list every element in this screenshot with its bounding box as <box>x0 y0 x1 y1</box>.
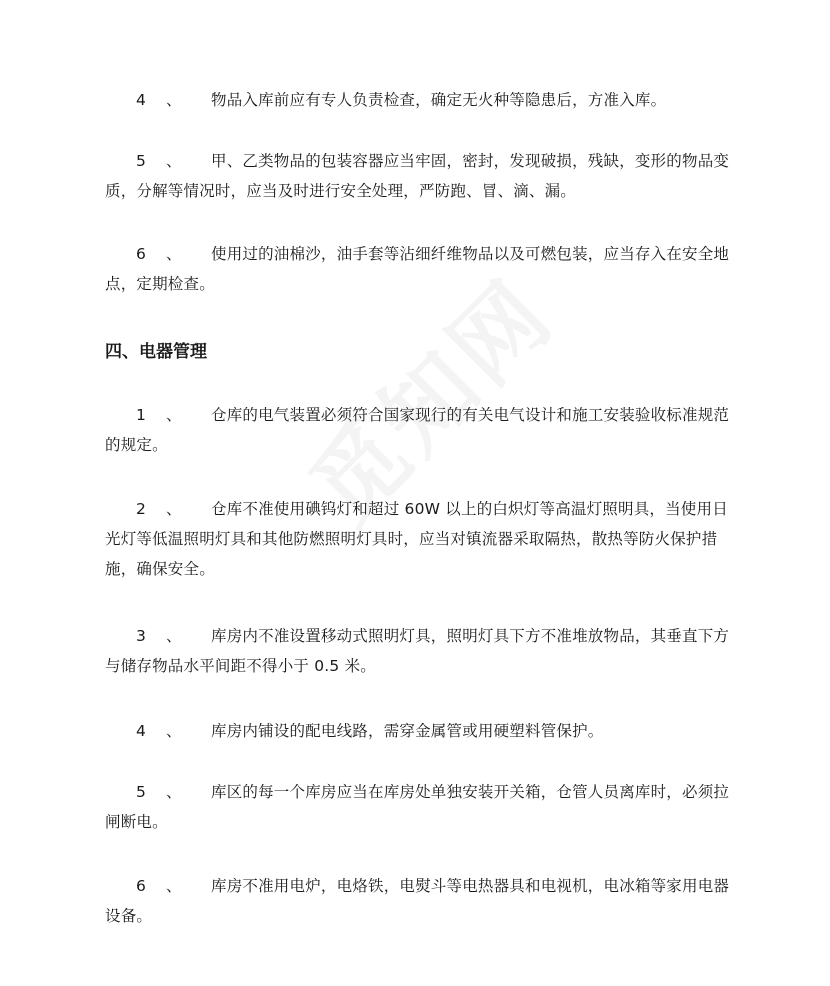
list-item-5: 5 、 甲、乙类物品的包装容器应当牢固，密封，发现破损，残缺，变形的物品变质，分解等情况时，应当及时进行安全处理，严防跑、冒、滴、漏。 <box>105 152 730 200</box>
electrical-item-3: 3 、 库房内不准设置移动式照明灯具，照明灯具下方不准堆放物品，其垂直下方与储存物品水平间距不得小于 0.5 米。 <box>105 627 730 675</box>
electrical-item-5: 5 、 库区的每一个库房应当在库房处单独安装开关箱，仓管人员离库时，必须拉闸断电。 <box>105 783 730 831</box>
list-item-6: 6 、 使用过的油棉沙，油手套等沾细纤维物品以及可燃包装，应当存入在安全地点，定期检查。 <box>105 245 730 293</box>
electrical-item-6: 6 、 库房不准用电炉，电烙铁，电熨斗等电热器具和电视机，电冰箱等家用电器设备。 <box>105 877 730 925</box>
section-title: 四、电器管理 <box>105 342 207 362</box>
electrical-item-2: 2 、 仓库不准使用碘钨灯和超过 60W 以上的白炽灯等高温灯照明具，当使用日光灯等低温照明灯具和其他防燃照明灯具时，应当对镇流器采取隔热，散热等防火保护措施，确保安全。 <box>105 500 728 578</box>
electrical-item-1: 1 、 仓库的电气装置必须符合国家现行的有关电气设计和施工安装验收标准规范的规定。 <box>105 406 730 454</box>
electrical-item-4: 4 、 库房内铺设的配电线路，需穿金属管或用硬塑料管保护。 <box>136 722 604 740</box>
list-item-4: 4 、 物品入库前应有专人负责检查，确定无火种等隐患后，方准入库。 <box>136 91 667 109</box>
